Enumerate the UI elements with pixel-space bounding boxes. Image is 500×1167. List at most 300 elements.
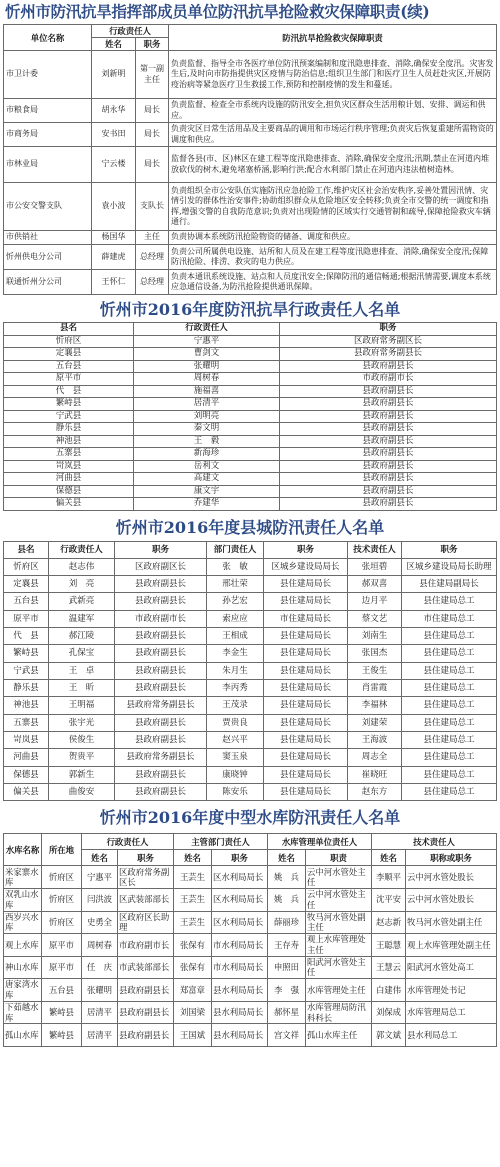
table-row <box>4 335 497 348</box>
dept-position: 市水利局局长 <box>212 934 268 957</box>
county-name: 忻府区 <box>4 558 49 575</box>
mgmt-duty: 云中河水管处主任 <box>306 866 372 889</box>
table-row <box>4 731 497 748</box>
admin-position: 县政府副县长 <box>115 662 207 679</box>
tech-name: 蔡文艺 <box>348 610 402 627</box>
mgmt-duty: 观上水库管理处主任 <box>306 934 372 957</box>
admin-position-header: 职务 <box>118 850 174 866</box>
dept-position: 区水利局局长 <box>212 888 268 911</box>
county-name: 静乐县 <box>4 423 134 436</box>
duty-header: 防汛抗旱抢险救灾保障职责 <box>169 25 497 51</box>
tech-name: 刘保成 <box>372 1001 406 1024</box>
tech-position: 县住建局总工 <box>402 714 497 731</box>
table-row <box>4 473 497 486</box>
tech-position: 县住建局总工 <box>402 627 497 644</box>
table-row <box>4 575 497 592</box>
admin-name: 温建军 <box>49 610 115 627</box>
county-name: 定襄县 <box>4 575 49 592</box>
duty-text: 负责协调本系统防汛抢险物资的储备、调度和供应。 <box>169 231 497 245</box>
admin-position: 县政府副县长 <box>280 398 497 411</box>
tech-title: 水库管理处书记 <box>406 979 497 1002</box>
person-position: 局长 <box>136 123 169 147</box>
unit-name: 市供销社 <box>4 231 92 245</box>
reservoir-name: 下茹越水库 <box>4 1001 42 1024</box>
dept-position: 县住建局局长 <box>264 766 348 783</box>
tech-position: 县住建局总工 <box>402 662 497 679</box>
table-row <box>4 627 497 644</box>
unit-name: 市林业局 <box>4 147 92 183</box>
person-position: 总经理 <box>136 245 169 270</box>
admin-position: 县政府副县长 <box>280 360 497 373</box>
mgmt-name: 李 强 <box>268 979 306 1002</box>
dept-name: 王芸生 <box>174 911 212 934</box>
admin-position: 区政府常务副区长 <box>118 866 174 889</box>
admin-position: 县政府副县长 <box>280 410 497 423</box>
mgmt-name: 王存寿 <box>268 934 306 957</box>
admin-name: 任 庆 <box>82 956 118 979</box>
admin-position: 市政府副市长 <box>115 610 207 627</box>
table-row <box>4 51 497 99</box>
county-name: 保德县 <box>4 485 134 498</box>
admin-name: 新海珍 <box>134 448 280 461</box>
unit-name: 市粮食局 <box>4 99 92 123</box>
admin-name: 张耀明 <box>82 979 118 1002</box>
tech-position-header: 职务 <box>402 541 497 558</box>
reservoir-name: 观上水库 <box>4 934 42 957</box>
tech-name: 刘建荣 <box>348 714 402 731</box>
reservoir-name: 孤山水库 <box>4 1024 42 1047</box>
county-name: 神池县 <box>4 697 49 714</box>
reservoir-name: 米家寨水库 <box>4 866 42 889</box>
dept-position: 县住建局局长 <box>264 662 348 679</box>
person-position: 第一副主任 <box>136 51 169 99</box>
table-row <box>4 99 497 123</box>
admin-name: 秦文明 <box>134 423 280 436</box>
dept-name: 李金生 <box>207 645 264 662</box>
person-name: 安书田 <box>92 123 136 147</box>
person-name: 宁云楼 <box>92 147 136 183</box>
tech-name: 沈平安 <box>372 888 406 911</box>
table-row <box>4 662 497 679</box>
table-row <box>4 460 497 473</box>
unit-name: 市商务局 <box>4 123 92 147</box>
tech-name: 刘南生 <box>348 627 402 644</box>
location: 忻府区 <box>42 888 82 911</box>
reservoir-name: 神山水库 <box>4 956 42 979</box>
table-row <box>4 645 497 662</box>
person-name: 袁小波 <box>92 183 136 231</box>
admin-name: 乔建华 <box>134 498 280 511</box>
tech-name: 肖雷霞 <box>348 679 402 696</box>
dept-position: 市水利局局长 <box>212 956 268 979</box>
county-name: 宁武县 <box>4 662 49 679</box>
table-row <box>4 679 497 696</box>
dept-name: 贾贵良 <box>207 714 264 731</box>
reservoir-name: 双乳山水库 <box>4 888 42 911</box>
tech-name: 边月平 <box>348 593 402 610</box>
mgmt-name: 薛丽珍 <box>268 911 306 934</box>
county-name: 原平市 <box>4 610 49 627</box>
dept-position: 市住建局局长 <box>264 610 348 627</box>
table-row <box>4 783 497 800</box>
table-row <box>4 979 497 1002</box>
county-name: 代 县 <box>4 627 49 644</box>
tech-name-header: 姓名 <box>372 850 406 866</box>
dept-position: 县水利局局长 <box>212 979 268 1002</box>
tech-name: 郝双喜 <box>348 575 402 592</box>
admin-name: 居清平 <box>82 1024 118 1047</box>
admin-name: 史勇全 <box>82 911 118 934</box>
admin-name: 岳利文 <box>134 460 280 473</box>
dept-header: 主管部门责任人 <box>174 834 268 850</box>
location: 忻府区 <box>42 911 82 934</box>
tech-position: 县住建局总工 <box>402 783 497 800</box>
dept-name: 赵兴平 <box>207 731 264 748</box>
table-row <box>4 1024 497 1047</box>
dept-name: 王芸生 <box>174 888 212 911</box>
county-name: 宁武县 <box>4 410 134 423</box>
table-row <box>4 385 497 398</box>
dept-name: 王国斌 <box>174 1024 212 1047</box>
tech-position: 县住建局总工 <box>402 766 497 783</box>
location: 繁峙县 <box>42 1024 82 1047</box>
admin-name: 王 昕 <box>49 679 115 696</box>
dept-position-header: 职务 <box>264 541 348 558</box>
tech-position: 县住建局总工 <box>402 593 497 610</box>
duty-text: 负责公司所属供电设施、站所和人员及在建工程等度汛隐患排查、消除,确保安全度汛;保障防汛抢险、排涝、救灾的电力供应。 <box>169 245 497 270</box>
admin-name: 曹剑文 <box>134 348 280 361</box>
section2-title: 忻州市2016年度防汛抗旱行政责任人名单 <box>99 300 401 319</box>
table-row <box>4 183 497 231</box>
mgmt-duty: 孤山水库主任 <box>306 1024 372 1047</box>
admin-name: 宁惠平 <box>134 335 280 348</box>
location: 原平市 <box>42 934 82 957</box>
duty-text: 负责灾区日常生活用品及主要商品的调用和市场运行秩序管理;负责灾后恢复重建所需物资的调度和供应。 <box>169 123 497 147</box>
county-name: 代 县 <box>4 385 134 398</box>
tech-header: 技术责任人 <box>372 834 497 850</box>
table-row <box>4 410 497 423</box>
table-row <box>4 423 497 436</box>
admin-name: 周树春 <box>134 373 280 386</box>
admin-name: 闫洪波 <box>82 888 118 911</box>
dept-position: 县住建局局长 <box>264 645 348 662</box>
admin-position: 县政府副县长 <box>280 485 497 498</box>
table-row <box>4 888 497 911</box>
dept-position: 区水利局局长 <box>212 911 268 934</box>
admin-name: 郭新生 <box>49 766 115 783</box>
unit-name: 市卫计委 <box>4 51 92 99</box>
tech-name: 崔晓旺 <box>348 766 402 783</box>
admin-position: 县政府副县长 <box>115 731 207 748</box>
reservoir-name: 西岁兴水库 <box>4 911 42 934</box>
table-row <box>4 270 497 295</box>
tech-name: 张国杰 <box>348 645 402 662</box>
admin-position: 区政府常务副区长 <box>280 335 497 348</box>
tech-title: 观上水库管理处副主任 <box>406 934 497 957</box>
dept-position: 县住建局局长 <box>264 783 348 800</box>
duty-text: 监督各县(市、区)林区在建工程等度汛隐患排查、消除,确保安全度汛;汛期,禁止在河道内堆放砍伐的树木,避免堵塞桥涵,影响行洪;配合水利部门禁止在河道内违法植树造林。 <box>169 147 497 183</box>
admin-position: 县政府副县长 <box>115 593 207 610</box>
person-position: 局长 <box>136 147 169 183</box>
dept-name: 刘国梁 <box>174 1001 212 1024</box>
tech-name: 白建伟 <box>372 979 406 1002</box>
dept-name: 王相成 <box>207 627 264 644</box>
table-row <box>4 610 497 627</box>
position-header: 职务 <box>280 323 497 336</box>
dept-name: 陈安乐 <box>207 783 264 800</box>
admin-position: 县政府副县长 <box>280 385 497 398</box>
admin-responsible-table <box>3 322 497 511</box>
admin-name: 武新亮 <box>49 593 115 610</box>
admin-position: 区武装部部长 <box>118 888 174 911</box>
unit-name: 忻州供电分公司 <box>4 245 92 270</box>
admin-position: 县政府常务副县长 <box>115 749 207 766</box>
mgmt-duty: 阳武河水管处主任 <box>306 956 372 979</box>
county-name: 保德县 <box>4 766 49 783</box>
dept-position: 县住建局局长 <box>264 714 348 731</box>
duty-table <box>3 24 497 295</box>
tech-position: 县住建局总工 <box>402 645 497 662</box>
table-row <box>4 866 497 889</box>
dept-name: 康晓钟 <box>207 766 264 783</box>
county-name: 忻府区 <box>4 335 134 348</box>
duty-text: 负责监督、检查全市系统内设施的防汛安全,担负灾区群众生活用粮计划、安排、调运和供应。 <box>169 99 497 123</box>
admin-name: 康文宇 <box>134 485 280 498</box>
dept-position: 县住建局局长 <box>264 575 348 592</box>
tech-name: 周志全 <box>348 749 402 766</box>
section4-title: 忻州市2016年度中型水库防汛责任人名单 <box>99 808 401 828</box>
dept-name: 王茂录 <box>207 697 264 714</box>
dept-name: 张保有 <box>174 956 212 979</box>
admin-name: 张宇光 <box>49 714 115 731</box>
table-row <box>4 231 497 245</box>
mgmt-name-header: 姓名 <box>268 850 306 866</box>
reservoir-table <box>3 833 497 1047</box>
table-row <box>4 485 497 498</box>
admin-name: 贺贵平 <box>49 749 115 766</box>
county-name: 原平市 <box>4 373 134 386</box>
reservoir-name: 唐家湾水库 <box>4 979 42 1002</box>
tech-name: 李顺平 <box>372 866 406 889</box>
table-row <box>4 245 497 270</box>
dept-position: 县住建局局长 <box>264 593 348 610</box>
admin-position: 县政府副县长 <box>115 714 207 731</box>
tech-title: 水库管理局总工 <box>406 1001 497 1024</box>
dept-name: 张保有 <box>174 934 212 957</box>
person-name: 王怀仁 <box>92 270 136 295</box>
mgmt-name: 姚 兵 <box>268 888 306 911</box>
person-name: 杨国华 <box>92 231 136 245</box>
tech-title: 县水利局总工 <box>406 1024 497 1047</box>
admin-position: 县政府副县长 <box>280 435 497 448</box>
dept-position: 县住建局局长 <box>264 697 348 714</box>
admin-header: 行政责任人 <box>92 25 169 38</box>
admin-header: 行政责任人 <box>49 541 115 558</box>
admin-name: 居清平 <box>134 398 280 411</box>
tech-name: 赵志新 <box>372 911 406 934</box>
location: 原平市 <box>42 956 82 979</box>
admin-position: 县政府副县长 <box>118 1001 174 1024</box>
admin-name: 郝江陵 <box>49 627 115 644</box>
table-row <box>4 697 497 714</box>
tech-name: 王海波 <box>348 731 402 748</box>
admin-position: 县政府常务副县长 <box>115 697 207 714</box>
table-row <box>4 766 497 783</box>
admin-name: 张耀明 <box>134 360 280 373</box>
tech-position: 县住建局总工 <box>402 731 497 748</box>
dept-position: 县住建局局长 <box>264 749 348 766</box>
person-name: 刘新明 <box>92 51 136 99</box>
admin-position: 县政府副县长 <box>280 448 497 461</box>
dept-name: 王芸生 <box>174 866 212 889</box>
admin-name: 周树春 <box>82 934 118 957</box>
dept-position: 县住建局局长 <box>264 627 348 644</box>
tech-position: 县住建局总工 <box>402 749 497 766</box>
person-position: 支队长 <box>136 183 169 231</box>
duty-text: 负责组织全市公安队伍实施防汛应急抢险工作,维护灾区社会治安秩序,妥善处置因汛情、灾情引发的群体性治安事件;协助组织群众从危险地区安全转移;负责全市交警的统一调度和指挥,增强交警的自我防范意识;负责对出现险情的区域实行交通管制和疏导,保障抢险救灾车辆通行。 <box>169 183 497 231</box>
table-row <box>4 498 497 511</box>
section3-title: 忻州市2016年度县城防汛责任人名单 <box>115 517 385 537</box>
table-row <box>4 1001 497 1024</box>
table-row <box>4 911 497 934</box>
admin-position: 市政府副市长 <box>118 934 174 957</box>
dept-name: 李丙秀 <box>207 679 264 696</box>
admin-position: 县政府副县长 <box>115 766 207 783</box>
admin-header: 行政责任人 <box>134 323 280 336</box>
tech-name: 王聪慧 <box>372 934 406 957</box>
admin-position: 县政府副县长 <box>280 423 497 436</box>
mgmt-duty-header: 职责 <box>306 850 372 866</box>
county-name: 五台县 <box>4 593 49 610</box>
dept-header: 部门责任人 <box>207 541 264 558</box>
county-name: 神池县 <box>4 435 134 448</box>
county-header: 县名 <box>4 541 49 558</box>
person-name: 胡永华 <box>92 99 136 123</box>
tech-position: 县住建局总工 <box>402 697 497 714</box>
table-row <box>4 714 497 731</box>
table-row <box>4 956 497 979</box>
dept-name: 张 敏 <box>207 558 264 575</box>
admin-position: 县政府副县长 <box>280 473 497 486</box>
admin-name: 居清平 <box>82 1001 118 1024</box>
tech-title: 云中河水管处股长 <box>406 866 497 889</box>
county-name: 静乐县 <box>4 679 49 696</box>
section1-title: 忻州市防汛抗旱指挥部成员单位防汛抗旱抢险救灾保障职责(续) <box>5 2 430 21</box>
county-name: 偏关县 <box>4 498 134 511</box>
name-header: 姓名 <box>92 38 136 51</box>
admin-position: 市政府副市长 <box>280 373 497 386</box>
mgmt-duty: 牧马河水管处副主任 <box>306 911 372 934</box>
admin-header: 行政责任人 <box>82 834 174 850</box>
tech-position: 县住建局总工 <box>402 679 497 696</box>
dept-position: 区城乡建设局局长 <box>264 558 348 575</box>
tech-position: 市住建局总工 <box>402 610 497 627</box>
dept-name: 郑富章 <box>174 979 212 1002</box>
mgmt-name: 姚 兵 <box>268 866 306 889</box>
tech-position: 区城乡建设局局长助理 <box>402 558 497 575</box>
dept-name: 邢壮荣 <box>207 575 264 592</box>
table-row <box>4 123 497 147</box>
admin-position: 县政府副县长 <box>115 645 207 662</box>
county-name: 繁峙县 <box>4 398 134 411</box>
tech-header: 技术责任人 <box>348 541 402 558</box>
person-position: 主任 <box>136 231 169 245</box>
admin-name: 宁惠平 <box>82 866 118 889</box>
county-name: 五寨县 <box>4 714 49 731</box>
location: 繁峙县 <box>42 1001 82 1024</box>
table-row <box>4 147 497 183</box>
table-row <box>4 934 497 957</box>
county-name: 河曲县 <box>4 473 134 486</box>
table-row <box>4 558 497 575</box>
admin-position: 县政府副县长 <box>118 979 174 1002</box>
county-town-table <box>3 541 497 802</box>
admin-name: 刘 亮 <box>49 575 115 592</box>
position-header: 职务 <box>136 38 169 51</box>
dept-name: 朱月生 <box>207 662 264 679</box>
table-row <box>4 360 497 373</box>
admin-position: 县政府副县长 <box>280 460 497 473</box>
admin-name: 王明福 <box>49 697 115 714</box>
admin-position: 市武装部部长 <box>118 956 174 979</box>
tech-name: 张垣碧 <box>348 558 402 575</box>
admin-name: 高建文 <box>134 473 280 486</box>
location: 五台县 <box>42 979 82 1002</box>
admin-name: 侯俊生 <box>49 731 115 748</box>
admin-name: 赵志伟 <box>49 558 115 575</box>
duty-text: 负责监督、指导全市各医疗单位防汛预案编制和度汛隐患排查、消除,确保安全度汛。灾害发生后,及时向市防指提供灾区疫情与防治信息;组织卫生部门和医疗卫生人员赶赴灾区,开展防疫治病等紧急医疗卫生救援工作,预防和控制疫情的发生和蔓延。 <box>169 51 497 99</box>
admin-name: 刘明亮 <box>134 410 280 423</box>
dept-name: 索应应 <box>207 610 264 627</box>
tech-name: 赵东方 <box>348 783 402 800</box>
duty-text: 负责本通讯系统设施、站点和人员度汛安全;保障防汛的通信畅通;根据汛情需要,调度本系统应急通信设备,为防汛抢险提供通讯保障。 <box>169 270 497 295</box>
admin-name: 施福喜 <box>134 385 280 398</box>
tech-title: 云中河水管处股长 <box>406 888 497 911</box>
county-name: 定襄县 <box>4 348 134 361</box>
tech-name: 郭文斌 <box>372 1024 406 1047</box>
county-name: 繁峙县 <box>4 645 49 662</box>
dept-position: 县住建局局长 <box>264 731 348 748</box>
tech-title: 牧马河水管处副主任 <box>406 911 497 934</box>
county-name: 偏关县 <box>4 783 49 800</box>
admin-name: 王 毅 <box>134 435 280 448</box>
table-row <box>4 398 497 411</box>
unit-header: 单位名称 <box>4 25 92 51</box>
county-name: 岢岚县 <box>4 460 134 473</box>
admin-position: 区政府副区长 <box>115 558 207 575</box>
admin-name: 王 卓 <box>49 662 115 679</box>
admin-position: 县政府常务副县长 <box>280 348 497 361</box>
admin-name: 曲俊安 <box>49 783 115 800</box>
admin-position: 县政府副县长 <box>115 627 207 644</box>
admin-position: 区政府区长助理 <box>118 911 174 934</box>
county-name: 岢岚县 <box>4 731 49 748</box>
table-row <box>4 593 497 610</box>
mgmt-name: 宫文祥 <box>268 1024 306 1047</box>
admin-position: 县政府副县长 <box>115 783 207 800</box>
location: 忻府区 <box>42 866 82 889</box>
admin-position: 县政府副县长 <box>115 679 207 696</box>
unit-name: 市公安交警支队 <box>4 183 92 231</box>
county-name: 五台县 <box>4 360 134 373</box>
dept-position: 县水利局局长 <box>212 1001 268 1024</box>
tech-name: 王慧云 <box>372 956 406 979</box>
admin-name-header: 姓名 <box>82 850 118 866</box>
person-position: 总经理 <box>136 270 169 295</box>
mgmt-name: 申照田 <box>268 956 306 979</box>
admin-name: 孔保宝 <box>49 645 115 662</box>
tech-title: 阳武河水管处高工 <box>406 956 497 979</box>
